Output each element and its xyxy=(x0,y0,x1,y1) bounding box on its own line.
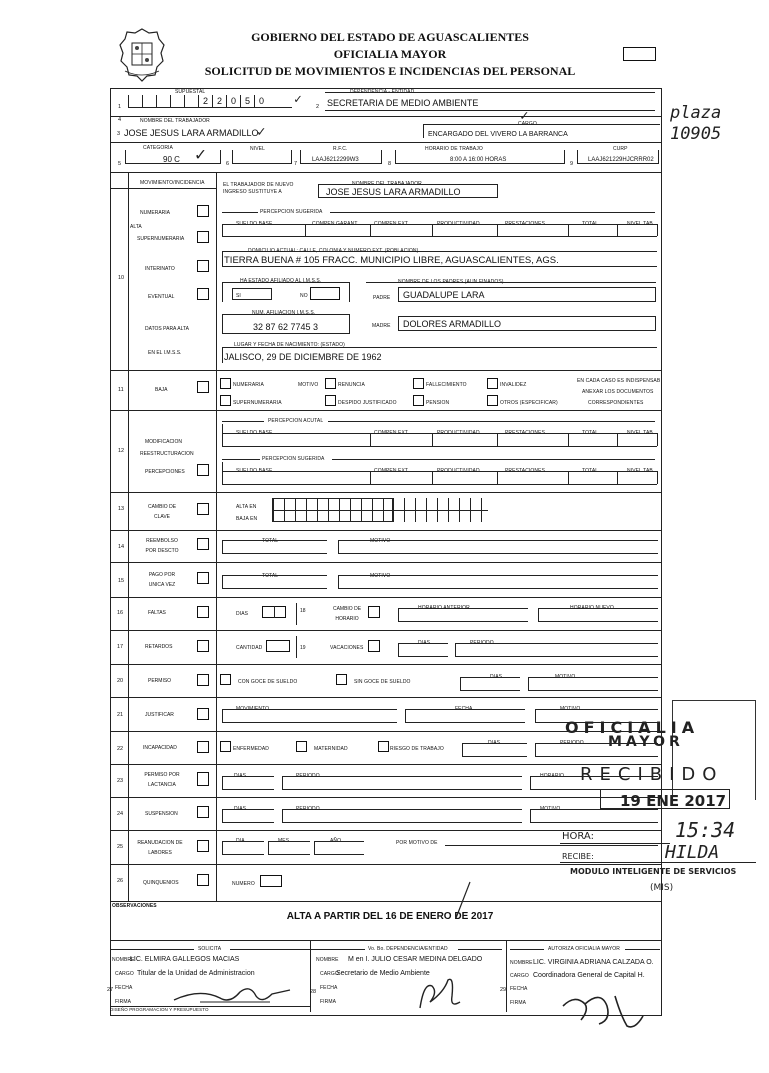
lactancia-label: PERMISO POR LACTANCIA xyxy=(144,772,180,788)
col-total: TOTAL xyxy=(582,221,599,227)
partida-digit: 2 xyxy=(198,95,212,108)
dias-label: DIAS xyxy=(488,740,501,746)
motivo-label: MOTIVO xyxy=(540,806,561,812)
partida-digit: 0 xyxy=(226,95,240,108)
nombre-trab-label: NOMBRE DEL TRABAJADOR xyxy=(352,181,422,187)
enfermedad-label: ENFERMEDAD xyxy=(233,746,270,752)
col-prestaciones: PRESTACIONES xyxy=(505,468,546,474)
cambio-clave-label: CAMBIO DE CLAVE xyxy=(147,504,177,520)
rfc-value: LAAJ6212299W3 xyxy=(312,157,359,163)
row-number: 16 xyxy=(117,610,124,616)
col-compen-ext: COMPEN EXT. xyxy=(374,468,409,474)
col-prestaciones: PRESTACIONES xyxy=(505,221,546,227)
num-afil-label: NUM. AFILIACION I.M.S.S. xyxy=(252,310,316,316)
row-number: 24 xyxy=(117,811,124,817)
dependencia-label: DEPENDENCIA - ENTIDAD xyxy=(350,89,415,95)
row-number: 21 xyxy=(117,712,124,718)
fallecimiento-checkbox[interactable] xyxy=(413,378,424,389)
stamp-mis: (MIS) xyxy=(650,883,674,893)
pension-checkbox[interactable] xyxy=(413,395,424,406)
row-number: 20 xyxy=(117,678,124,684)
check-mark-icon: ✓ xyxy=(294,92,302,107)
col-productividad: PRODUCTIVIDAD xyxy=(437,468,480,474)
numeraria-label: NUMERARIA xyxy=(140,210,171,216)
row-number: 12 xyxy=(118,448,125,454)
periodo-label: PERIODO xyxy=(296,806,320,812)
faltas-label: FALTAS xyxy=(148,610,166,616)
row-number: 8 xyxy=(388,161,392,167)
observaciones-text: ALTA A PARTIR DEL 16 DE ENERO DE 2017 xyxy=(286,911,494,922)
mov-col-label: MOVIMIENTO/INCIDENCIA xyxy=(140,180,205,186)
permiso-checkbox[interactable] xyxy=(197,674,209,686)
row-number: 17 xyxy=(117,644,124,650)
nombre-trab-value: JOSE JESUS LARA ARMADILLO xyxy=(326,187,461,197)
reanudacion-label: REANUDACION DE LABORES xyxy=(137,840,183,856)
partida-digit xyxy=(184,95,198,108)
check-mark-icon: ✓ xyxy=(195,144,206,165)
cantidad-box[interactable] xyxy=(266,640,290,652)
vacaciones-checkbox[interactable] xyxy=(368,640,380,652)
sustituye-label: EL TRABAJADOR DE NUEVO INGRESO SUSTITUYE A xyxy=(223,182,294,195)
periodo-label: PERIODO xyxy=(470,640,494,646)
partida-digit: 5 xyxy=(240,95,254,108)
periodo-label: PERIODO xyxy=(560,740,584,746)
categoria-value: 90 C xyxy=(163,155,180,164)
percepcion-actual-label: PERCEPCION ACUTAL xyxy=(268,418,324,424)
renuncia-checkbox[interactable] xyxy=(325,378,336,389)
dias-label: DIAS xyxy=(234,806,247,812)
nombre-label: NOMBRE xyxy=(112,957,135,963)
motivo-label: MOTIVO xyxy=(555,674,576,680)
quinquenios-label: QUINQUENIOS xyxy=(143,880,179,886)
partida-digit xyxy=(142,95,156,108)
fecha-label: FECHA xyxy=(455,706,473,712)
alta-en-label: ALTA EN xyxy=(236,504,257,510)
invalidez-label: INVALIDEZ xyxy=(500,382,527,388)
datos-alta-label: DATOS PARA ALTA xyxy=(145,326,189,332)
total-label: TOTAL xyxy=(262,573,279,579)
enfermedad-checkbox[interactable] xyxy=(220,741,231,752)
stamp-recibido: RECIBIDO xyxy=(580,764,724,785)
faltas-checkbox[interactable] xyxy=(197,606,209,618)
baja-nota: EN CADA CASO ES INDISPENSAB xyxy=(577,378,661,384)
cambio-horario-label: CAMBIO DE HORARIO xyxy=(332,606,362,622)
motivo-label: MOTIVO xyxy=(370,538,391,544)
firma-label: FIRMA xyxy=(115,999,132,1005)
row-number: 13 xyxy=(118,506,125,512)
col-compen-garant: COMPEN.GARANT xyxy=(312,221,358,227)
supernumeraria-checkbox[interactable] xyxy=(197,231,209,243)
col-sueldo-base: SUELDO BASE xyxy=(236,430,273,436)
reanudacion-checkbox[interactable] xyxy=(197,840,209,852)
col-nivel-tab: NIVEL TAB xyxy=(627,221,653,227)
cargo-label: CARGO xyxy=(320,971,339,977)
no-label: NO xyxy=(300,293,308,299)
row-number: 18 xyxy=(300,608,306,614)
stamp-mayor: MAYOR xyxy=(608,734,684,750)
padres-label: NOMBRE DE LOS PADRES (AUN FINADOS) xyxy=(398,279,504,285)
partida-digit: 2 xyxy=(212,95,226,108)
baja-nota: ANEXAR LOS DOCUMENTOS xyxy=(582,389,654,395)
solicita-cargo: Titular de la Unidad de Administracion xyxy=(137,970,255,977)
row-number: 25 xyxy=(117,844,124,850)
col-compen-ext: COMPEN EXT. xyxy=(374,430,409,436)
baja-motivo-label: MOTIVO xyxy=(298,382,319,388)
invalidez-checkbox[interactable] xyxy=(487,378,498,389)
col-total: TOTAL xyxy=(582,468,599,474)
curp-value: LAAJ621229HJCRRR02 xyxy=(588,157,654,163)
nivel-label: NIVEL xyxy=(250,146,265,152)
row-number: 10 xyxy=(118,275,125,281)
modificacion-label: MODIFICACION xyxy=(145,439,182,445)
baja-super-checkbox[interactable] xyxy=(220,395,231,406)
stamp-hora-value: 15:34 xyxy=(675,818,736,842)
por-motivo-label: POR MOTIVO DE xyxy=(396,840,438,846)
col-productividad: PRODUCTIVIDAD xyxy=(437,221,480,227)
footer-label: DISEÑO PROGRAMACION Y PRESUPUESTO xyxy=(110,1007,209,1012)
periodo-label: PERIODO xyxy=(296,773,320,779)
col-compen-ext: COMPEN EXT. xyxy=(374,221,409,227)
stamp-modulo: MODULO INTELIGENTE DE SERVICIOS xyxy=(570,867,737,876)
handwritten-note: 10905 xyxy=(670,124,722,144)
autoriza-title: AUTORIZA OFICIALIA MAYOR xyxy=(548,946,620,952)
supernumeraria-label: SUPERNUMERARIA xyxy=(137,236,185,242)
col-nivel-tab: NIVEL TAB xyxy=(627,468,653,474)
justificar-label: JUSTIFICAR xyxy=(145,712,174,718)
curp-label: CURP xyxy=(613,146,628,152)
row-number: 9 xyxy=(570,161,574,167)
motivo-label: MOTIVO xyxy=(560,706,581,712)
baja-numeraria-label: NUMERARIA xyxy=(233,382,264,388)
row-number: 2 xyxy=(316,104,320,110)
motivo-label: MOTIVO xyxy=(370,573,391,579)
mes-label: MES xyxy=(278,838,290,844)
quinquenios-numero-box[interactable] xyxy=(260,875,282,887)
cargo-label: CARGO xyxy=(518,121,537,127)
row-number: 14 xyxy=(118,544,125,550)
horario-nuevo-label: HORARIO NUEVO xyxy=(570,605,614,611)
row-number: 26 xyxy=(117,878,124,884)
cargo-label: CARGO xyxy=(510,973,529,979)
padre-value: GUADALUPE LARA xyxy=(403,290,485,300)
otros-label: OTROS (ESPECIFICAR) xyxy=(500,400,558,406)
dependencia-value: SECRETARIA DE MEDIO AMBIENTE xyxy=(327,98,479,108)
con-goce-checkbox[interactable] xyxy=(220,674,231,685)
partida-digit: 0 xyxy=(254,95,268,108)
no-checkbox[interactable] xyxy=(310,287,340,300)
handwritten-note: plaza xyxy=(670,103,722,123)
nombre-label: NOMBRE xyxy=(510,960,533,966)
baja-checkbox[interactable] xyxy=(197,381,209,393)
nombre-label: NOMBRE DEL TRABAJADOR xyxy=(140,118,210,124)
maternidad-label: MATERNIDAD xyxy=(314,746,348,752)
maternidad-checkbox[interactable] xyxy=(296,741,307,752)
domicilio-value: TIERRA BUENA # 105 FRACC. MUNICIPIO LIBRE, AGUASCALIENTES, AGS. xyxy=(224,255,559,266)
baja-nota: CORRESPONDIENTES xyxy=(588,400,644,406)
stamp-recibe-value: HILDA xyxy=(665,842,720,863)
dias-label: DIAS xyxy=(236,611,249,617)
row-number: 4 xyxy=(118,117,122,123)
dias-label: DIAS xyxy=(418,640,431,646)
anio-label: AÑO xyxy=(330,838,342,844)
eventual-checkbox[interactable] xyxy=(197,288,209,300)
justificar-checkbox[interactable] xyxy=(197,708,209,720)
imss-label: EN EL I.M.S.S. xyxy=(148,350,182,356)
pension-label: PENSION xyxy=(426,400,450,406)
col-productividad: PRODUCTIVIDAD xyxy=(437,430,480,436)
observaciones-label: OBSERVACIONES xyxy=(112,903,157,909)
dias-label: DIAS xyxy=(234,773,247,779)
eventual-label: EVENTUAL xyxy=(148,294,175,300)
dia-label: DIA xyxy=(236,838,245,844)
fallecimiento-label: FALLECIMIENTO xyxy=(426,382,467,388)
horario-label: HORARIO xyxy=(540,773,565,779)
otros-checkbox[interactable] xyxy=(487,395,498,406)
fecha-label: FECHA xyxy=(320,985,338,991)
sin-goce-label: SIN GOCE DE SUELDO xyxy=(354,679,411,685)
suspension-checkbox[interactable] xyxy=(197,806,209,818)
col-sueldo-base: SUELDO BASE xyxy=(236,468,273,474)
alta-label: ALTA xyxy=(130,224,142,230)
solicita-title: SOLICITA xyxy=(198,946,222,952)
baja-en-label: BAJA EN xyxy=(236,516,258,522)
col-nivel-tab: NIVEL TAB xyxy=(627,430,653,436)
padre-label: PADRE xyxy=(373,295,391,301)
row-number: 7 xyxy=(294,161,298,167)
percepcion-sugerida2-label: PERCEPCION SUGERIDA xyxy=(262,456,325,462)
header-line-3: SOLICITUD DE MOVIMIENTOS E INCIDENCIAS DEL PERSONAL xyxy=(204,64,576,78)
row-number: 5 xyxy=(118,161,122,167)
vobo-cargo: Secretario de Medio Ambiente xyxy=(336,970,430,977)
rfc-label: R.F.C. xyxy=(333,146,348,152)
row-number: 3 xyxy=(117,131,121,137)
riesgo-checkbox[interactable] xyxy=(378,741,389,752)
cantidad-label: CANTIDAD xyxy=(236,645,263,651)
signature-vobo xyxy=(410,972,470,1012)
folio-box xyxy=(623,47,656,61)
si-label: SI xyxy=(236,293,241,299)
firma-label: FIRMA xyxy=(320,999,337,1005)
vacaciones-label: VACACIONES xyxy=(330,645,364,651)
handwritten-slash xyxy=(452,880,472,920)
numeraria-checkbox[interactable] xyxy=(197,205,209,217)
stamp-hora-label: HORA: xyxy=(562,831,594,842)
movimiento-label: MOVIMIENTO xyxy=(236,706,270,712)
row-number: 22 xyxy=(117,746,124,752)
horario-value: 8:00 A 16:00 HORAS xyxy=(450,157,507,163)
categoria-label: CATEGORIA xyxy=(143,145,173,151)
interinato-checkbox[interactable] xyxy=(197,260,209,272)
autoriza-nombre: LIC. VIRGINIA ADRIANA CALZADA O. xyxy=(533,959,654,966)
horario-label: HORARIO DE TRABAJO xyxy=(425,146,483,152)
reembolso-label: REEMBOLSO POR DESCTO xyxy=(145,538,179,554)
partida-label: SUPUESTAL xyxy=(175,89,206,95)
despido-checkbox[interactable] xyxy=(325,395,336,406)
incapacidad-checkbox[interactable] xyxy=(197,741,209,753)
partida-digits xyxy=(128,95,292,108)
row-number: 6 xyxy=(226,161,230,167)
numero-label: NUMERO xyxy=(232,881,255,887)
total-label: TOTAL xyxy=(262,538,279,544)
row-number: 1 xyxy=(118,104,122,110)
receipt-stamp xyxy=(560,700,766,910)
row-number: 29 xyxy=(500,987,507,993)
firma-label: FIRMA xyxy=(510,1000,527,1006)
incapacidad-label: INCAPACIDAD xyxy=(143,745,177,751)
riesgo-label: RIESGO DE TRABAJO xyxy=(390,746,444,752)
vobo-nombre: M en I. JULIO CESAR MEDINA DELGADO xyxy=(348,956,483,963)
sin-goce-checkbox[interactable] xyxy=(336,674,347,685)
state-seal-logo xyxy=(117,27,167,83)
fecha-label: FECHA xyxy=(115,985,133,991)
signature-solicita xyxy=(170,982,300,1008)
nombre-label: NOMBRE xyxy=(316,957,339,963)
row-number: 23 xyxy=(117,778,124,784)
check-mark-icon: ✓ xyxy=(520,108,529,124)
retardos-label: RETARDOS xyxy=(145,644,173,650)
reembolso-checkbox[interactable] xyxy=(197,538,209,550)
col-sueldo-base: SUELDO BASE xyxy=(236,221,273,227)
con-goce-label: CON GOCE DE SUELDO xyxy=(238,679,298,685)
autoriza-cargo: Coordinadora General de Capital H. xyxy=(533,972,645,979)
header-line-1: GOBIERNO DEL ESTADO DE AGUASCALIENTES xyxy=(251,30,529,44)
lactancia-checkbox[interactable] xyxy=(197,772,209,786)
ha-estado-label: HA ESTADO AFILIADO AL I.M.S.S. xyxy=(240,278,322,284)
cambio-clave-checkbox[interactable] xyxy=(197,503,209,515)
stamp-oficialia: OFICIALIA xyxy=(565,718,700,737)
horario-anterior-label: HORARIO ANTERIOR xyxy=(418,605,470,611)
row-number: 11 xyxy=(118,387,124,393)
solicita-nombre: LIC. ELMIRA GALLEGOS MACIAS xyxy=(130,956,240,963)
retardos-checkbox[interactable] xyxy=(197,640,209,652)
vobo-title: Vo. Bo. DEPENDENCIA/ENTIDAD xyxy=(368,946,448,952)
col-total: TOTAL xyxy=(582,430,599,436)
check-mark-icon: ✓ xyxy=(257,124,266,140)
lugar-value: JALISCO, 29 DE DICIEMBRE DE 1962 xyxy=(224,352,382,362)
baja-super-label: SUPERNUMERARIA xyxy=(233,400,282,406)
reestructuracion-label: REESTRUCTURACION xyxy=(140,451,194,457)
dias-label: DIAS xyxy=(490,674,503,680)
baja-numeraria-checkbox[interactable] xyxy=(220,378,231,389)
madre-value: DOLORES ARMADILLO xyxy=(403,319,502,329)
col-prestaciones: PRESTACIONES xyxy=(505,430,546,436)
madre-label: MADRE xyxy=(372,323,391,329)
interinato-label: INTERINATO xyxy=(145,266,175,272)
row-number: 19 xyxy=(300,645,306,651)
percepciones-label: PERCEPCIONES xyxy=(145,469,185,475)
stamp-recibe-label: RECIBE: xyxy=(562,852,594,861)
percepcion-sugerida-label: PERCEPCION SUGERIDA xyxy=(260,209,323,215)
suspension-label: SUSPENSION xyxy=(145,811,178,817)
signature-autoriza xyxy=(555,986,650,1030)
pago-unica-checkbox[interactable] xyxy=(197,572,209,584)
fecha-label: FECHA xyxy=(510,986,528,992)
quinquenios-checkbox[interactable] xyxy=(197,874,209,886)
permiso-label: PERMISO xyxy=(148,678,172,684)
partida-digit xyxy=(128,95,142,108)
cambio-horario-checkbox[interactable] xyxy=(368,606,380,618)
partida-digit xyxy=(156,95,170,108)
pago-unica-label: PAGO POR UNICA VEZ xyxy=(148,572,176,588)
renuncia-label: RENUNCIA xyxy=(338,382,365,388)
domicilio-label: DOMICILIO ACTUAL: CALLE, COLONIA Y NUMERO EXT. (POBLACION) xyxy=(248,248,419,254)
row-number: 28 xyxy=(310,989,317,995)
cargo-value: ENCARGADO DEL VIVERO LA BARRANCA xyxy=(428,131,568,138)
partida-digit xyxy=(170,95,184,108)
baja-label: BAJA xyxy=(155,387,168,393)
row-number: 15 xyxy=(118,578,125,584)
num-afil-value: 32 87 62 7745 3 xyxy=(253,322,319,332)
row-number: 27 xyxy=(107,987,114,993)
modificacion-checkbox[interactable] xyxy=(197,464,209,476)
lugar-label: LUGAR Y FECHA DE NACIMIENTO: (ESTADO) xyxy=(234,342,345,348)
header-line-2: OFICIALIA MAYOR xyxy=(333,47,447,61)
despido-label: DESPIDO JUSTIFICADO xyxy=(338,400,397,406)
stamp-date: 19 ENE 2017 xyxy=(620,792,727,810)
nombre-value: JOSE JESUS LARA ARMADILLO xyxy=(124,128,259,138)
cargo-label: CARGO xyxy=(115,971,134,977)
